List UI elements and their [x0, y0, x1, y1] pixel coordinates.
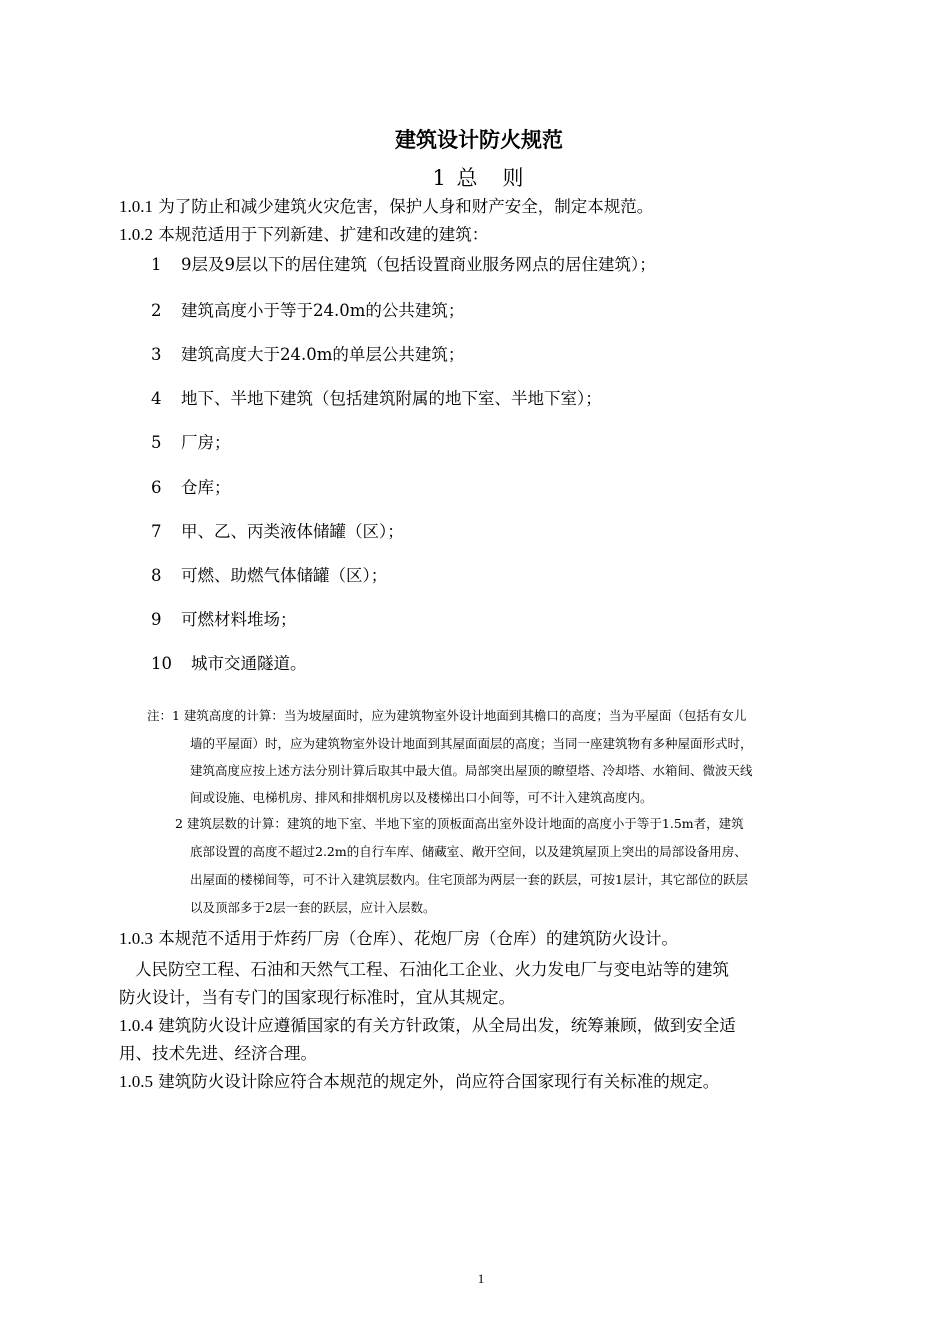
item-number: 10 — [151, 654, 172, 673]
page-number: 1 — [477, 1271, 485, 1286]
item-number: 9 — [151, 610, 162, 629]
item-text: 可燃材料堆场； — [181, 610, 297, 629]
clause-1-0-3 — [119, 925, 839, 953]
item-number: 6 — [151, 478, 162, 497]
item-number: 1 — [151, 255, 162, 274]
list-item — [151, 564, 387, 588]
clause-1-0-2 — [119, 221, 839, 249]
clause-1-0-3-line: 人民防空工程、石油和天然气工程、石油化工企业、火力发电厂与变电站等的建筑 — [135, 960, 729, 979]
note-line: 墙的平屋面）时，应为建筑物室外设计地面到其屋面面层的高度；当同一座建筑物有多种屋面形式时， — [190, 736, 753, 751]
item-text: 仓库； — [181, 478, 231, 497]
item-number: 5 — [151, 433, 162, 452]
item-text: 建筑高度小于等于24.0m的公共建筑； — [181, 301, 465, 320]
note-line: 间或设施、电梯机房、排风和排烟机房以及楼梯出口小间等，可不计入建筑高度内。 — [190, 790, 653, 805]
item-text: 可燃、助燃气体储罐（区）； — [181, 566, 388, 585]
clause-text: 本规范适用于下列新建、扩建和改建的建筑： — [153, 225, 489, 244]
note-line: 出屋面的楼梯间等，可不计入建筑层数内。住宅顶部为两层一套的跃层，可按1层计，其它部位的跃层 — [190, 872, 748, 887]
clause-text: 建筑防火设计除应符合本规范的规定外，尚应符合国家现行有关标准的规定。 — [153, 1072, 720, 1091]
note-line: 注：1 建筑高度的计算：当为坡屋面时，应为建筑物室外设计地面到其檐口的高度；当为平屋面（包括有女儿 — [147, 708, 747, 723]
clause-1-0-3-line: 防火设计，当有专门的国家现行标准时，宜从其规定。 — [119, 988, 515, 1007]
clause-number: 1.0.5 — [119, 1072, 153, 1091]
list-item — [151, 476, 231, 500]
clause-number: 1.0.2 — [119, 225, 153, 244]
note-line: 底部设置的高度不超过2.2m的自行车库、储藏室、敞开空间，以及建筑屋顶上突出的局部设备用房、 — [190, 844, 747, 859]
item-text: 城市交通隧道。 — [191, 654, 307, 673]
item-number: 2 — [151, 301, 162, 320]
clause-text: 为了防止和减少建筑火灾危害，保护人身和财产安全，制定本规范。 — [153, 197, 654, 216]
item-text: 地下、半地下建筑（包括建筑附属的地下室、半地下室）； — [181, 389, 602, 408]
clause-1-0-4-line: 用、技术先进、经济合理。 — [119, 1044, 317, 1063]
clause-text: 建筑防火设计应遵循国家的有关方针政策，从全局出发，统筹兼顾，做到安全适 — [153, 1016, 736, 1035]
list-item — [151, 299, 464, 323]
item-text: 厂房； — [181, 433, 231, 452]
item-text: 建筑高度大于24.0m的单层公共建筑； — [181, 345, 465, 364]
clause-1-0-4 — [119, 1012, 839, 1040]
item-text: 9层及9层以下的居住建筑（包括设置商业服务网点的居住建筑）； — [181, 255, 656, 274]
list-item — [151, 608, 297, 632]
list-item — [151, 520, 404, 544]
list-item — [151, 387, 602, 411]
clause-number: 1.0.4 — [119, 1016, 153, 1035]
item-number: 4 — [151, 389, 162, 408]
clause-1-0-5 — [119, 1068, 839, 1096]
clause-text: 本规范不适用于炸药厂房（仓库）、花炮厂房（仓库）的建筑防火设计。 — [153, 929, 678, 948]
document-title: 建筑设计防火规范 — [395, 128, 563, 152]
note-line: 建筑高度应按上述方法分别计算后取其中最大值。局部突出屋顶的瞭望塔、冷却塔、水箱间、微波天线 — [190, 763, 753, 778]
item-number: 8 — [151, 566, 162, 585]
note-line: 以及顶部多于2层一套的跃层，应计入层数。 — [190, 900, 436, 915]
list-item — [151, 253, 656, 277]
clause-number: 1.0.3 — [119, 929, 153, 948]
item-number: 7 — [151, 522, 162, 541]
chapter-title: 1 总 则 — [432, 166, 526, 190]
list-item — [151, 343, 464, 367]
list-item — [151, 652, 307, 676]
item-text: 甲、乙、丙类液体储罐（区）； — [181, 522, 404, 541]
note-line: 2 建筑层数的计算：建筑的地下室、半地下室的顶板面高出室外设计地面的高度小于等于1.5m者，建筑 — [175, 816, 744, 831]
item-number: 3 — [151, 345, 162, 364]
list-item — [151, 431, 231, 455]
clause-1-0-1 — [119, 193, 839, 221]
clause-number: 1.0.1 — [119, 197, 153, 216]
